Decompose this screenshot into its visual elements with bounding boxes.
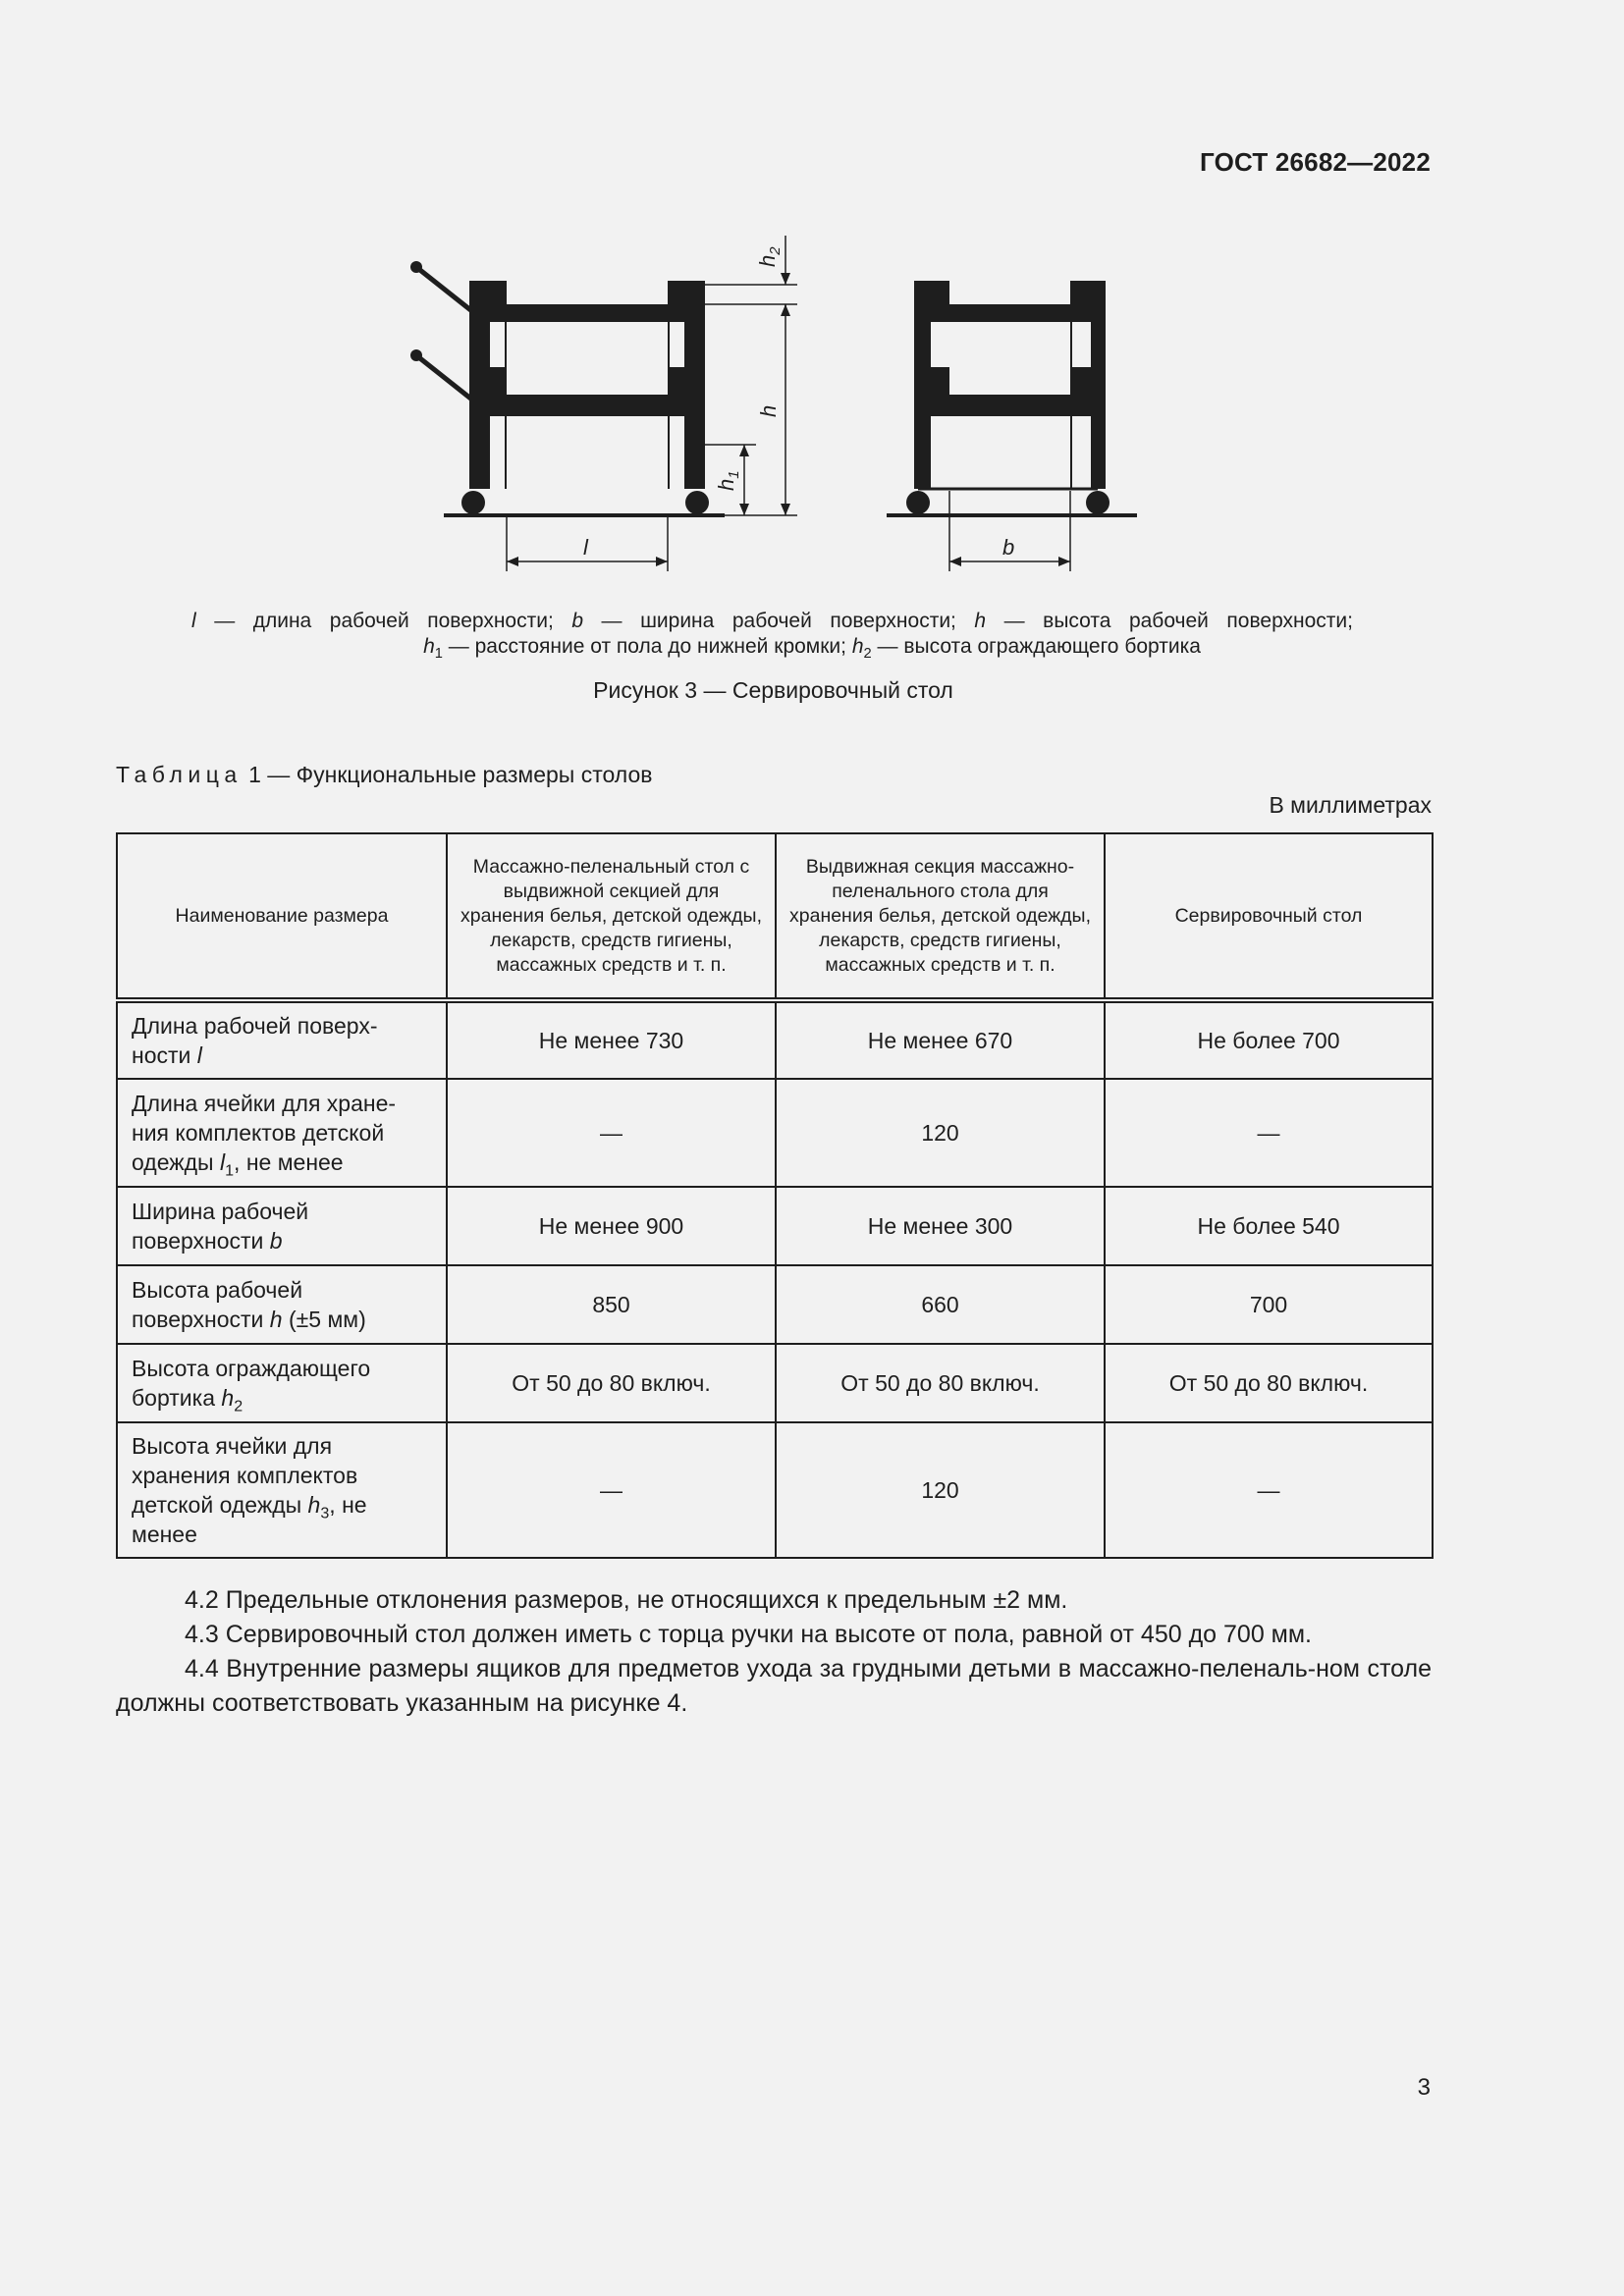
cell: Не менее 900 bbox=[447, 1187, 776, 1265]
header-col3: Сервировочный стол bbox=[1105, 833, 1433, 1000]
cell: 120 bbox=[776, 1079, 1105, 1187]
cell: 120 bbox=[776, 1422, 1105, 1558]
paragraph-4-2: 4.2 Предельные отклонения размеров, не относящихся к предельным ±2 мм. bbox=[185, 1586, 1068, 1614]
side-left-window-low bbox=[490, 416, 505, 493]
row-name: Высота ячейки для хранения комплектов детской одежды $h_3$, не менее bbox=[117, 1422, 447, 1558]
page-number: 3 bbox=[1417, 2074, 1431, 2101]
handle-top bbox=[416, 267, 473, 312]
cell: — bbox=[1105, 1422, 1433, 1558]
dimensions-table bbox=[116, 832, 1434, 1559]
body-text bbox=[116, 1583, 1432, 1721]
cell: — bbox=[447, 1422, 776, 1558]
handle-bottom bbox=[416, 355, 473, 400]
row-name: Высота рабочей поверхности h (±5 мм) bbox=[117, 1265, 447, 1344]
cell: Не более 540 bbox=[1105, 1187, 1433, 1265]
row-name: Длина ячейки для хране-ния комплектов детской одежды $l_1$, не менее bbox=[117, 1079, 447, 1187]
label-h1: $h_1$ bbox=[714, 470, 742, 491]
paragraph-4-4: 4.4 Внутренние размеры ящиков для предметов ухода за грудными детьми в массажно-пеленаль-ном столе должны соответствовать указанным на рисунке 4. bbox=[116, 1655, 1432, 1717]
table-row bbox=[117, 1079, 1433, 1187]
paragraph-4-3: 4.3 Сервировочный стол должен иметь с торца ручки на высоте от пола, равной от 450 до 700 мм. bbox=[185, 1621, 1312, 1648]
cell: 850 bbox=[447, 1265, 776, 1344]
header-col2: Выдвижная секция массажно-пеленального стола для хранения белья, детской одежды, лекарств, средств гигиены, массажных средств и т. п. bbox=[776, 833, 1105, 1000]
row-name: Ширина рабочей поверхности b bbox=[117, 1187, 447, 1265]
header-name: Наименование размера bbox=[117, 833, 447, 1000]
header-col1: Массажно-пеленальный стол с выдвижной секцией для хранения белья, детской одежды, лекарств, средств гигиены, массажных средств и т. п. bbox=[447, 833, 776, 1000]
label-l: l bbox=[583, 535, 588, 560]
cell: — bbox=[1105, 1079, 1433, 1187]
cell: Не менее 300 bbox=[776, 1187, 1105, 1265]
cell: Не менее 730 bbox=[447, 1000, 776, 1079]
table-row bbox=[117, 1265, 1433, 1344]
figure-legend-line1: l — длина рабочей поверхности; b — ширина рабочей поверхности; h — высота рабочей поверхности; bbox=[191, 610, 1353, 632]
side-left-window bbox=[490, 322, 505, 367]
label-b: b bbox=[1002, 535, 1015, 560]
front-wheel-right bbox=[1086, 491, 1110, 514]
side-right-window-low bbox=[670, 416, 684, 493]
front-wheel-left bbox=[906, 491, 930, 514]
front-top-rail bbox=[914, 304, 1106, 322]
label-h: h bbox=[756, 404, 781, 417]
cell: Не менее 670 bbox=[776, 1000, 1105, 1079]
table-row bbox=[117, 1344, 1433, 1422]
table-row bbox=[117, 1422, 1433, 1558]
table-title: Таблица 1 — Функциональные размеры столов bbox=[116, 762, 653, 787]
row-name: Длина рабочей поверх-ности l bbox=[117, 1000, 447, 1079]
standard-header: ГОСТ 26682—2022 bbox=[1200, 147, 1431, 177]
front-mid-rail bbox=[914, 395, 1106, 416]
cell: От 50 до 80 включ. bbox=[776, 1344, 1105, 1422]
side-wheel-right bbox=[685, 491, 709, 514]
cell: От 50 до 80 включ. bbox=[1105, 1344, 1433, 1422]
figure-legend-line2: $h_1$ — расстояние от пола до нижней кромки; $h_2$ — высота ограждающего бортика bbox=[423, 635, 1201, 663]
cell: 660 bbox=[776, 1265, 1105, 1344]
side-wheel-left bbox=[461, 491, 485, 514]
cell: — bbox=[447, 1079, 776, 1187]
table-row bbox=[117, 1000, 1433, 1079]
table-units: В миллиметрах bbox=[1269, 792, 1432, 818]
row-name: Высота ограждающего бортика $h_2$ bbox=[117, 1344, 447, 1422]
figure-caption: Рисунок 3 — Сервировочный стол bbox=[593, 677, 953, 703]
side-right-window bbox=[670, 322, 684, 367]
cell: Не более 700 bbox=[1105, 1000, 1433, 1079]
cell: От 50 до 80 включ. bbox=[447, 1344, 776, 1422]
cell: 700 bbox=[1105, 1265, 1433, 1344]
serving-table-figure bbox=[0, 0, 1624, 707]
table-row bbox=[117, 1187, 1433, 1265]
label-h2: $h_2$ bbox=[755, 246, 784, 267]
